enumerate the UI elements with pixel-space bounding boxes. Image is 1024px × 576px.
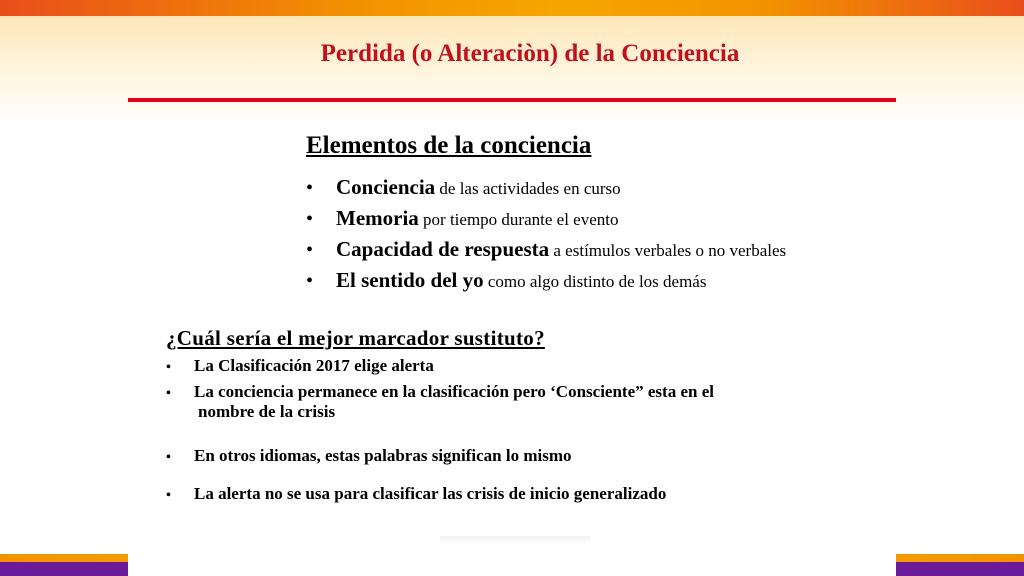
bullet-icon: • xyxy=(166,360,171,375)
bottom-left-accent xyxy=(0,562,128,576)
item-description: de las actividades en curso xyxy=(435,179,621,198)
item-description: por tiempo durante el evento xyxy=(418,210,619,229)
header-gradient xyxy=(0,16,1024,126)
list-item xyxy=(166,382,714,422)
item-text: La Clasificación 2017 elige alerta xyxy=(194,356,434,375)
list-item xyxy=(166,484,666,504)
item-text: La conciencia permanece en la clasificación pero ‘Consciente” esta en el xyxy=(194,382,714,401)
item-term: Conciencia xyxy=(336,175,436,199)
bullet-icon: • xyxy=(306,208,314,230)
item-text: La alerta no se usa para clasificar las crisis de inicio generalizado xyxy=(194,484,667,503)
elements-list xyxy=(306,172,786,296)
bullet-icon: • xyxy=(306,177,314,199)
list-item xyxy=(306,172,786,203)
bullet-icon: • xyxy=(306,239,314,261)
list-item xyxy=(306,265,786,296)
slide-title: Perdida (o Alteraciòn) de la Conciencia xyxy=(320,40,740,67)
bullet-icon: • xyxy=(306,270,314,292)
item-description: como algo distinto de los demás xyxy=(483,272,707,291)
bullet-icon: • xyxy=(166,386,171,401)
bottom-right-accent xyxy=(896,562,1024,576)
list-item xyxy=(166,356,434,376)
item-term: El sentido del yo xyxy=(336,268,484,292)
bottom-band-gap xyxy=(128,554,896,576)
bullet-icon: • xyxy=(166,450,171,465)
item-term: Capacidad de respuesta xyxy=(336,237,550,261)
title-divider xyxy=(128,98,896,102)
item-description: a estímulos verbales o no verbales xyxy=(549,241,787,260)
bullet-icon: • xyxy=(166,488,171,503)
item-text: En otros idiomas, estas palabras significan lo mismo xyxy=(194,446,572,465)
section2-heading: ¿Cuál sería el mejor marcador sustituto? xyxy=(166,326,545,350)
section1-heading: Elementos de la conciencia xyxy=(306,132,592,159)
top-decorative-band xyxy=(0,0,1024,16)
decorative-shade xyxy=(440,536,590,544)
list-item xyxy=(166,446,572,466)
item-text-continuation: nombre de la crisis xyxy=(198,402,336,421)
item-term: Memoria xyxy=(336,206,419,230)
list-item xyxy=(306,203,786,234)
list-item xyxy=(306,234,786,265)
